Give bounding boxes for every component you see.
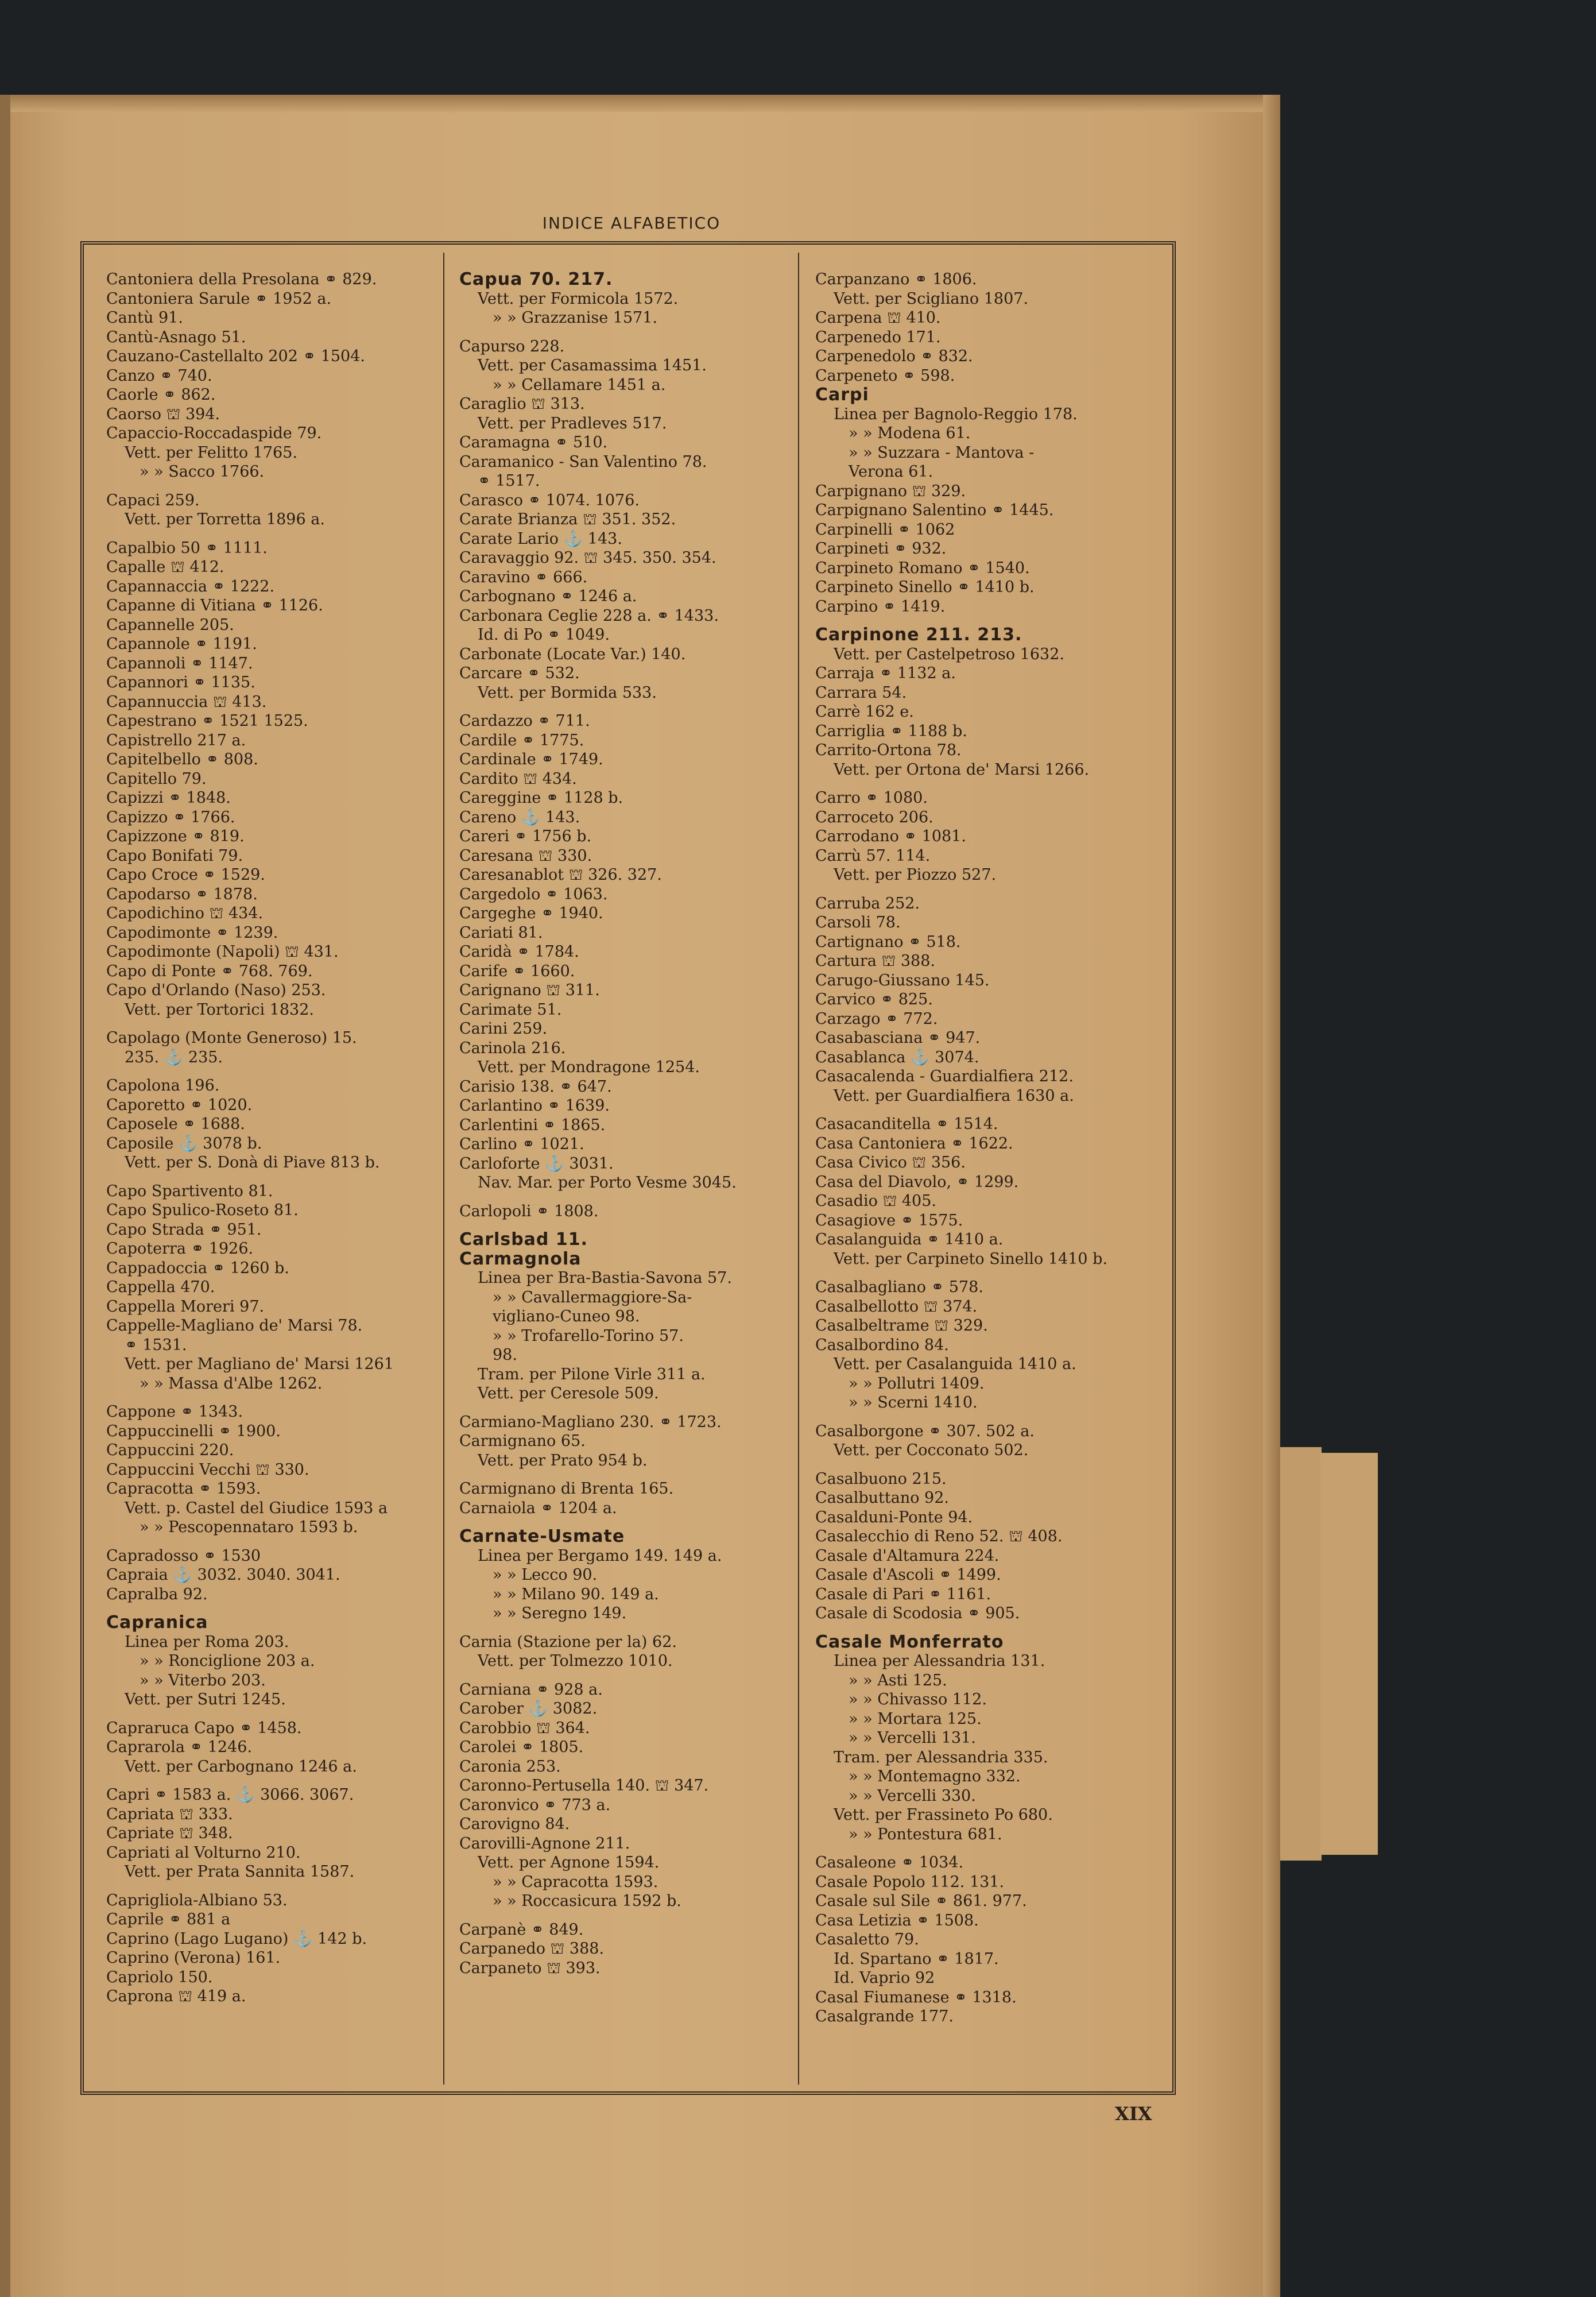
page-edge-right	[1263, 95, 1280, 2297]
index-entry: Caravaggio 92. ⛫ 345. 350. 354.	[459, 549, 716, 567]
index-entry: Carpena ⛫ 410.	[815, 309, 941, 327]
index-heading: Carlsbad 11.	[459, 1229, 588, 1250]
index-entry: Cappelle-Magliano de' Marsi 78.	[106, 1317, 363, 1335]
index-entry: Cappella 470.	[106, 1278, 215, 1296]
index-entry: Cauzano-Castellalto 202 ⚭ 1504.	[106, 347, 365, 365]
index-entry: Caprarola ⚭ 1246.	[106, 1738, 253, 1756]
index-entry: » » Sacco 1766.	[140, 463, 265, 481]
index-entry: Casale di Scodosia ⚭ 905.	[815, 1604, 1020, 1622]
index-entry: Carober ⚓ 3082.	[459, 1700, 598, 1718]
index-entry: ⚭ 1517.	[478, 472, 540, 490]
index-entry: Caridà ⚭ 1784.	[459, 943, 579, 961]
index-entry: Carro ⚭ 1080.	[815, 789, 928, 807]
index-entry: Vett. per Ceresole 509.	[478, 1385, 659, 1402]
index-entry: Carpanedo ⛫ 388.	[459, 1940, 605, 1958]
index-entry: Capralba 92.	[106, 1585, 208, 1603]
index-entry: Carzago ⚭ 772.	[815, 1010, 938, 1028]
index-entry: Capradosso ⚭ 1530	[106, 1546, 261, 1565]
index-entry: Vett. per Guardialfiera 1630 a.	[834, 1086, 1074, 1105]
index-entry: Casalbuono 215.	[815, 1470, 947, 1488]
index-entry: Caresana ⛫ 330.	[459, 846, 592, 865]
index-entry: Capo Spartivento 81.	[106, 1182, 273, 1200]
index-entry: » » Scerni 1410.	[849, 1394, 978, 1412]
index-entry: Cartignano ⚭ 518.	[815, 933, 961, 951]
index-entry: Capalbio 50 ⚭ 1111.	[106, 539, 268, 557]
index-entry: Carloforte ⚓ 3031.	[459, 1154, 614, 1173]
index-entry: » » Asti 125.	[849, 1671, 947, 1689]
index-entry: Caorle ⚭ 862.	[106, 386, 216, 404]
index-entry: Casalbuttano 92.	[815, 1489, 949, 1507]
index-entry: Carpignano Salentino ⚭ 1445.	[815, 501, 1054, 519]
index-entry: Capaci 259.	[106, 491, 200, 509]
index-entry: » » Roccasicura 1592 b.	[493, 1892, 681, 1910]
column-divider-2	[798, 253, 799, 2085]
index-entry: Capo di Ponte ⚭ 768. 769.	[106, 962, 313, 980]
index-entry: Carnia (Stazione per la) 62.	[459, 1633, 677, 1651]
index-entry: Vett. per Pradleves 517.	[478, 414, 667, 432]
index-entry: Carmiano-Magliano 230. ⚭ 1723.	[459, 1413, 722, 1431]
index-entry: Casalbordino 84.	[815, 1336, 949, 1354]
index-entry: Casalanguida ⚭ 1410 a.	[815, 1231, 1004, 1248]
index-entry: Casabasciana ⚭ 947.	[815, 1029, 981, 1047]
index-entry: Capannuccia ⛫ 413.	[106, 693, 267, 711]
index-entry: » » Pollutri 1409.	[849, 1374, 985, 1393]
index-entry: Carpanè ⚭ 849.	[459, 1920, 584, 1939]
index-entry: Vett. per Sutri 1245.	[125, 1691, 286, 1708]
index-entry: Casadio ⛫ 405.	[815, 1192, 936, 1210]
index-entry: » » Suzzara - Mantova -	[849, 443, 1035, 462]
index-entry: Capodimonte ⚭ 1239.	[106, 923, 278, 942]
index-entry: Carpineto Romano ⚭ 1540.	[815, 559, 1030, 577]
index-entry: Caprona ⛫ 419 a.	[106, 1987, 246, 2005]
index-entry: Cappella Moreri 97.	[106, 1297, 265, 1316]
index-entry: Caprigliola-Albiano 53.	[106, 1891, 288, 1909]
index-entry: Carpenedolo ⚭ 832.	[815, 347, 973, 365]
index-entry: Carcare ⚭ 532.	[459, 664, 580, 682]
index-heading: Carpi	[815, 385, 869, 405]
index-entry: Carpinelli ⚭ 1062	[815, 520, 955, 539]
index-entry: Caresanablot ⛫ 326. 327.	[459, 866, 662, 884]
index-entry: Carraja ⚭ 1132 a.	[815, 664, 956, 682]
index-entry: Casaletto 79.	[815, 1931, 919, 1948]
index-entry: Vett. per Tolmezzo 1010.	[478, 1652, 673, 1670]
index-entry: Vett. per Torretta 1896 a.	[125, 511, 325, 528]
index-entry: Capizzi ⚭ 1848.	[106, 789, 231, 807]
page-tab	[1320, 1453, 1378, 1855]
index-entry: Caorso ⛫ 394.	[106, 405, 220, 423]
index-entry: Id. Vaprio 92	[834, 1969, 935, 1987]
index-entry: Casale d'Altamura 224.	[815, 1546, 1000, 1565]
index-entry: Verona 61.	[849, 463, 933, 481]
index-entry: Capodimonte (Napoli) ⛫ 431.	[106, 943, 339, 961]
index-entry: Capalle ⛫ 412.	[106, 558, 224, 576]
index-entry: Linea per Bagnolo-Reggio 178.	[834, 405, 1078, 423]
index-entry: » » Chivasso 112.	[849, 1691, 987, 1708]
index-entry: » » Capracotta 1593.	[493, 1873, 658, 1891]
index-entry: Casalbeltrame ⛫ 329.	[815, 1317, 988, 1335]
index-entry: Capriolo 150.	[106, 1968, 213, 1986]
index-entry: Capizzo ⚭ 1766.	[106, 808, 235, 826]
index-entry: Caprino (Lago Lugano) ⚓ 142 b.	[106, 1929, 367, 1948]
index-entry: » » Lecco 90.	[493, 1566, 598, 1584]
index-entry: Capestrano ⚭ 1521 1525.	[106, 712, 308, 730]
index-entry: Carolei ⚭ 1805.	[459, 1738, 584, 1756]
index-entry: Cardile ⚭ 1775.	[459, 731, 584, 749]
index-entry: Carpeneto ⚭ 598.	[815, 366, 955, 385]
index-entry: Cantù 91.	[106, 309, 183, 327]
index-entry: » » Milano 90. 149 a.	[493, 1585, 659, 1603]
index-entry: Capanne di Vitiana ⚭ 1126.	[106, 597, 323, 614]
index-entry: » » Grazzanise 1571.	[493, 309, 658, 327]
index-heading: Casale Monferrato	[815, 1631, 1004, 1652]
index-entry: Careggine ⚭ 1128 b.	[459, 789, 623, 807]
index-entry: Vett. per Ortona de' Marsi 1266.	[834, 760, 1090, 779]
index-entry: Carignano ⛫ 311.	[459, 981, 600, 999]
index-entry: Vett. per Felitto 1765.	[125, 443, 297, 462]
index-entry: Carpignano ⛫ 329.	[815, 482, 966, 500]
index-heading: Capua 70. 217.	[459, 270, 613, 289]
index-entry: Casal Fiumanese ⚭ 1318.	[815, 1988, 1017, 2006]
index-entry: Carrito-Ortona 78.	[815, 741, 962, 759]
index-entry: Vett. per Mondragone 1254.	[478, 1058, 700, 1076]
index-entry: Carini 259.	[459, 1020, 548, 1038]
index-entry: Carlopoli ⚭ 1808.	[459, 1202, 599, 1220]
index-entry: Carpenedo 171.	[815, 328, 941, 346]
index-entry: Carrè 162 e.	[815, 703, 914, 721]
index-entry: » » Vercelli 131.	[849, 1729, 976, 1747]
index-entry: Casalbellotto ⛫ 374.	[815, 1297, 978, 1316]
index-entry: Caposele ⚭ 1688.	[106, 1115, 245, 1133]
index-entry: Linea per Bergamo 149. 149 a.	[478, 1546, 722, 1565]
index-entry: » » Viterbo 203.	[140, 1671, 266, 1689]
index-entry: Capannori ⚭ 1135.	[106, 674, 255, 691]
index-entry: Vett. per Prata Sannita 1587.	[125, 1863, 355, 1881]
index-entry: Id. Spartano ⚭ 1817.	[834, 1950, 999, 1968]
index-entry: » » Vercelli 330.	[849, 1786, 976, 1805]
index-heading: Carpinone 211. 213.	[815, 625, 1022, 645]
index-entry: Casale sul Sile ⚭ 861. 977.	[815, 1892, 1027, 1910]
index-entry: Capizzone ⚭ 819.	[106, 827, 245, 845]
index-entry: Vett. per Casalanguida 1410 a.	[834, 1355, 1076, 1373]
index-entry: Capo d'Orlando (Naso) 253.	[106, 981, 326, 999]
index-entry: Casagiove ⚭ 1575.	[815, 1211, 963, 1229]
index-entry: Casale d'Ascoli ⚭ 1499.	[815, 1566, 1001, 1584]
index-heading: Carmagnola	[459, 1248, 582, 1269]
index-entry: Capodarso ⚭ 1878.	[106, 885, 258, 903]
index-entry: Carruba 252.	[815, 894, 920, 912]
index-entry: Capodichino ⛫ 434.	[106, 904, 264, 922]
index-entry: Capannole ⚭ 1191.	[106, 635, 257, 653]
index-entry: » » Massa d'Albe 1262.	[140, 1374, 323, 1393]
index-entry: Vett. per Frassineto Po 680.	[834, 1806, 1053, 1824]
index-entry: Casale di Pari ⚭ 1161.	[815, 1585, 991, 1603]
index-entry: 98.	[493, 1346, 517, 1364]
index-entry: Cappuccinelli ⚭ 1900.	[106, 1422, 281, 1440]
index-entry: Vett. per Carbognano 1246 a.	[125, 1757, 357, 1776]
index-entry: Carpineti ⚭ 932.	[815, 540, 947, 558]
index-entry: » » Seregno 149.	[493, 1604, 627, 1622]
index-entry: Carbognano ⚭ 1246 a.	[459, 587, 637, 605]
index-entry: Carife ⚭ 1660.	[459, 962, 575, 980]
index-entry: Casalborgone ⚭ 307. 502 a.	[815, 1422, 1035, 1440]
index-entry: Carroceto 206.	[815, 808, 933, 826]
index-entry: Carate Brianza ⛫ 351. 352.	[459, 511, 676, 528]
index-entry: Careri ⚭ 1756 b.	[459, 827, 592, 845]
index-entry: Casalecchio di Reno 52. ⛫ 408.	[815, 1528, 1063, 1545]
index-entry: Capriate ⛫ 348.	[106, 1824, 233, 1842]
index-entry: Tram. per Alessandria 335.	[834, 1748, 1048, 1766]
index-entry: Caronia 253.	[459, 1757, 561, 1776]
index-entry: Linea per Alessandria 131.	[834, 1652, 1045, 1670]
index-entry: Carugo-Giussano 145.	[815, 971, 990, 989]
index-entry: Cardinale ⚭ 1749.	[459, 751, 603, 768]
index-entry: Cargedolo ⚭ 1063.	[459, 885, 608, 903]
index-entry: Linea per Bra-Bastia-Savona 57.	[478, 1269, 732, 1287]
index-entry: Capurso 228.	[459, 337, 565, 355]
page-tab-shadow	[1280, 1447, 1322, 1861]
index-column-3	[815, 270, 1165, 2079]
page-edge-top	[0, 95, 1280, 112]
index-entry: Carovigno 84.	[459, 1815, 570, 1833]
index-entry: Carovilli-Agnone 211.	[459, 1834, 630, 1853]
index-entry: Carriglia ⚭ 1188 b.	[815, 722, 967, 740]
page-number: XIX	[1115, 2103, 1152, 2125]
index-entry: Capracotta ⚭ 1593.	[106, 1480, 261, 1498]
index-entry: Caronvico ⚭ 773 a.	[459, 1796, 611, 1814]
index-entry: Capo Croce ⚭ 1529.	[106, 866, 265, 884]
index-entry: Caronno-Pertusella 140. ⛫ 347.	[459, 1777, 709, 1795]
index-heading: Carnate-Usmate	[459, 1526, 625, 1546]
column-divider-1	[443, 253, 444, 2085]
index-entry: Cappuccini 220.	[106, 1441, 234, 1459]
index-entry: Carmignano di Brenta 165.	[459, 1480, 674, 1498]
index-entry: Casalgrande 177.	[815, 2008, 954, 2025]
index-entry: Carnaiola ⚭ 1204 a.	[459, 1499, 617, 1517]
index-entry: Casa Civico ⛫ 356.	[815, 1154, 966, 1171]
index-entry: » » Montemagno 332.	[849, 1768, 1021, 1785]
index-entry: Carniana ⚭ 928 a.	[459, 1680, 603, 1699]
index-entry: Caraglio ⛫ 313.	[459, 395, 585, 413]
index-entry: Casablanca ⚓ 3074.	[815, 1048, 979, 1066]
index-entry: Casalduni-Ponte 94.	[815, 1508, 973, 1526]
index-entry: Cappadoccia ⚭ 1260 b.	[106, 1259, 289, 1277]
index-entry: Capolago (Monte Generoso) 15.	[106, 1029, 357, 1047]
index-column-2	[459, 270, 789, 2079]
index-entry: Capistrello 217 a.	[106, 731, 246, 749]
index-entry: Capo Strada ⚭ 951.	[106, 1220, 262, 1239]
index-entry: Carimate 51.	[459, 1000, 562, 1019]
index-entry: Capriata ⛫ 333.	[106, 1805, 233, 1823]
index-entry: Capannaccia ⚭ 1222.	[106, 577, 275, 595]
index-entry: Vett. per Piozzo 527.	[834, 866, 997, 884]
index-entry: Carrodano ⚭ 1081.	[815, 827, 966, 845]
index-entry: » » Ronciglione 203 a.	[140, 1652, 315, 1670]
index-entry: Carlino ⚭ 1021.	[459, 1135, 584, 1153]
index-entry: Casale Popolo 112. 131.	[815, 1873, 1005, 1891]
index-entry: Capri ⚭ 1583 a. ⚓ 3066. 3067.	[106, 1786, 354, 1804]
index-entry: Caprile ⚭ 881 a	[106, 1911, 231, 1928]
index-entry: Carlantino ⚭ 1639.	[459, 1097, 610, 1115]
index-entry: » » Cellamare 1451 a.	[493, 376, 666, 394]
index-entry: Vett. per S. Donà di Piave 813 b.	[125, 1154, 380, 1171]
index-entry: » » Modena 61.	[849, 424, 971, 442]
index-entry: Vett. per Cocconato 502.	[834, 1441, 1029, 1459]
index-entry: Capraia ⚓ 3032. 3040. 3041.	[106, 1566, 340, 1584]
index-entry: Cantoniera Sarule ⚭ 1952 a.	[106, 289, 332, 308]
index-entry: Vett. p. Castel del Giudice 1593 a	[125, 1499, 388, 1517]
index-entry: » » Pescopennataro 1593 b.	[140, 1518, 358, 1536]
index-entry: Cappuccini Vecchi ⛫ 330.	[106, 1460, 309, 1479]
index-entry: Vett. per Magliano de' Marsi 1261	[125, 1355, 394, 1373]
index-entry: 235. ⚓ 235.	[125, 1048, 223, 1066]
index-entry: Casaleone ⚭ 1034.	[815, 1854, 964, 1871]
index-entry: Casa Cantoniera ⚭ 1622.	[815, 1134, 1013, 1153]
index-entry: Cargeghe ⚭ 1940.	[459, 904, 603, 922]
index-entry: Cantoniera della Presolana ⚭ 829.	[106, 270, 377, 288]
index-entry: Vett. per Agnone 1594.	[478, 1854, 660, 1871]
index-entry: Carmignano 65.	[459, 1432, 586, 1450]
index-column-1	[106, 270, 436, 2079]
index-entry: Caramagna ⚭ 510.	[459, 434, 608, 451]
index-entry: Carpanzano ⚭ 1806.	[815, 270, 977, 288]
index-entry: vigliano-Cuneo 98.	[493, 1308, 640, 1325]
index-entry: Vett. per Formicola 1572.	[478, 289, 679, 308]
index-entry: Cardito ⛫ 434.	[459, 769, 577, 788]
index-entry: Capaccio-Roccadaspide 79.	[106, 424, 322, 442]
index-entry: Casa del Diavolo, ⚭ 1299.	[815, 1173, 1019, 1191]
index-entry: Capo Bonifati 79.	[106, 846, 243, 865]
index-entry: ⚭ 1531.	[125, 1336, 187, 1354]
index-entry: Careno ⚓ 143.	[459, 808, 580, 826]
index-entry: Cardazzo ⚭ 711.	[459, 712, 590, 730]
index-entry: Carpineto Sinello ⚭ 1410 b.	[815, 578, 1035, 596]
page-edge-left	[0, 95, 10, 2297]
index-entry: Canzo ⚭ 740.	[106, 366, 212, 385]
index-entry: Capannoli ⚭ 1147.	[106, 654, 253, 672]
index-entry: Carrara 54.	[815, 683, 907, 702]
index-entry: Vett. per Prato 954 b.	[478, 1451, 648, 1470]
page-header: INDICE ALFABETICO	[542, 214, 721, 233]
index-entry: » » Pontestura 681.	[849, 1825, 1002, 1843]
index-entry: Carinola 216.	[459, 1039, 566, 1057]
index-entry: Caposile ⚓ 3078 b.	[106, 1134, 262, 1153]
index-entry: Capoterra ⚭ 1926.	[106, 1240, 254, 1258]
index-entry: Capraruca Capo ⚭ 1458.	[106, 1719, 302, 1737]
index-entry: Carvico ⚭ 825.	[815, 991, 933, 1008]
index-entry: Caravino ⚭ 666.	[459, 568, 588, 586]
index-entry: Cariati 81.	[459, 923, 543, 942]
index-entry: Carpino ⚭ 1419.	[815, 597, 946, 616]
index-entry: Vett. per Carpineto Sinello 1410 b.	[834, 1250, 1108, 1268]
index-entry: » » Cavallermaggiore-Sa-	[493, 1288, 692, 1306]
index-entry: Carate Lario ⚓ 143.	[459, 529, 622, 548]
index-entry: Nav. Mar. per Porto Vesme 3045.	[478, 1174, 737, 1192]
index-entry: Casa Letizia ⚭ 1508.	[815, 1911, 979, 1929]
index-entry: Cantù-Asnago 51.	[106, 328, 246, 346]
index-entry: Vett. per Castelpetroso 1632.	[834, 645, 1064, 663]
index-entry: Caprino (Verona) 161.	[106, 1949, 281, 1967]
index-entry: Vett. per Casamassima 1451.	[478, 357, 707, 374]
index-heading: Capranica	[106, 1612, 208, 1633]
index-entry: Casalbagliano ⚭ 578.	[815, 1278, 983, 1296]
index-entry: Carbonara Ceglie 228 a. ⚭ 1433.	[459, 606, 719, 625]
index-entry: » » Mortara 125.	[849, 1710, 982, 1728]
index-entry: Caporetto ⚭ 1020.	[106, 1096, 253, 1114]
index-entry: Carbonate (Locate Var.) 140.	[459, 645, 686, 663]
index-entry: Id. di Po ⚭ 1049.	[478, 626, 610, 644]
index-entry: Carrù 57. 114.	[815, 846, 931, 865]
index-entry: Capitelbello ⚭ 808.	[106, 751, 258, 768]
index-entry: Vett. per Scigliano 1807.	[834, 289, 1029, 308]
index-entry: Capriati al Volturno 210.	[106, 1843, 301, 1862]
index-entry: Vett. per Tortorici 1832.	[125, 1000, 314, 1019]
index-entry: » » Trofarello-Torino 57.	[493, 1327, 684, 1345]
index-entry: Casacalenda - Guardialfiera 212.	[815, 1068, 1074, 1085]
index-entry: Vett. per Bormida 533.	[478, 683, 657, 702]
index-entry: Capitello 79.	[106, 769, 207, 788]
index-entry: Cartura ⛫ 388.	[815, 952, 936, 970]
index-entry: Caramanico - San Valentino 78.	[459, 453, 707, 471]
index-entry: Carasco ⚭ 1074. 1076.	[459, 491, 640, 509]
index-entry: Capo Spulico-Roseto 81.	[106, 1201, 299, 1219]
index-entry: Carlentini ⚭ 1865.	[459, 1116, 606, 1134]
index-entry: Casacanditella ⚭ 1514.	[815, 1115, 998, 1133]
index-entry: Linea per Roma 203.	[125, 1633, 289, 1651]
index-entry: Capolona 196.	[106, 1077, 220, 1095]
index-entry: Carpaneto ⛫ 393.	[459, 1959, 601, 1977]
index-entry: Cappone ⚭ 1343.	[106, 1403, 243, 1421]
index-entry: Carobbio ⛫ 364.	[459, 1719, 590, 1737]
index-entry: Tram. per Pilone Virle 311 a.	[478, 1365, 706, 1383]
index-entry: Capannelle 205.	[106, 616, 234, 634]
index-entry: Carsoli 78.	[815, 914, 901, 931]
index-entry: Carisio 138. ⚭ 647.	[459, 1077, 612, 1096]
